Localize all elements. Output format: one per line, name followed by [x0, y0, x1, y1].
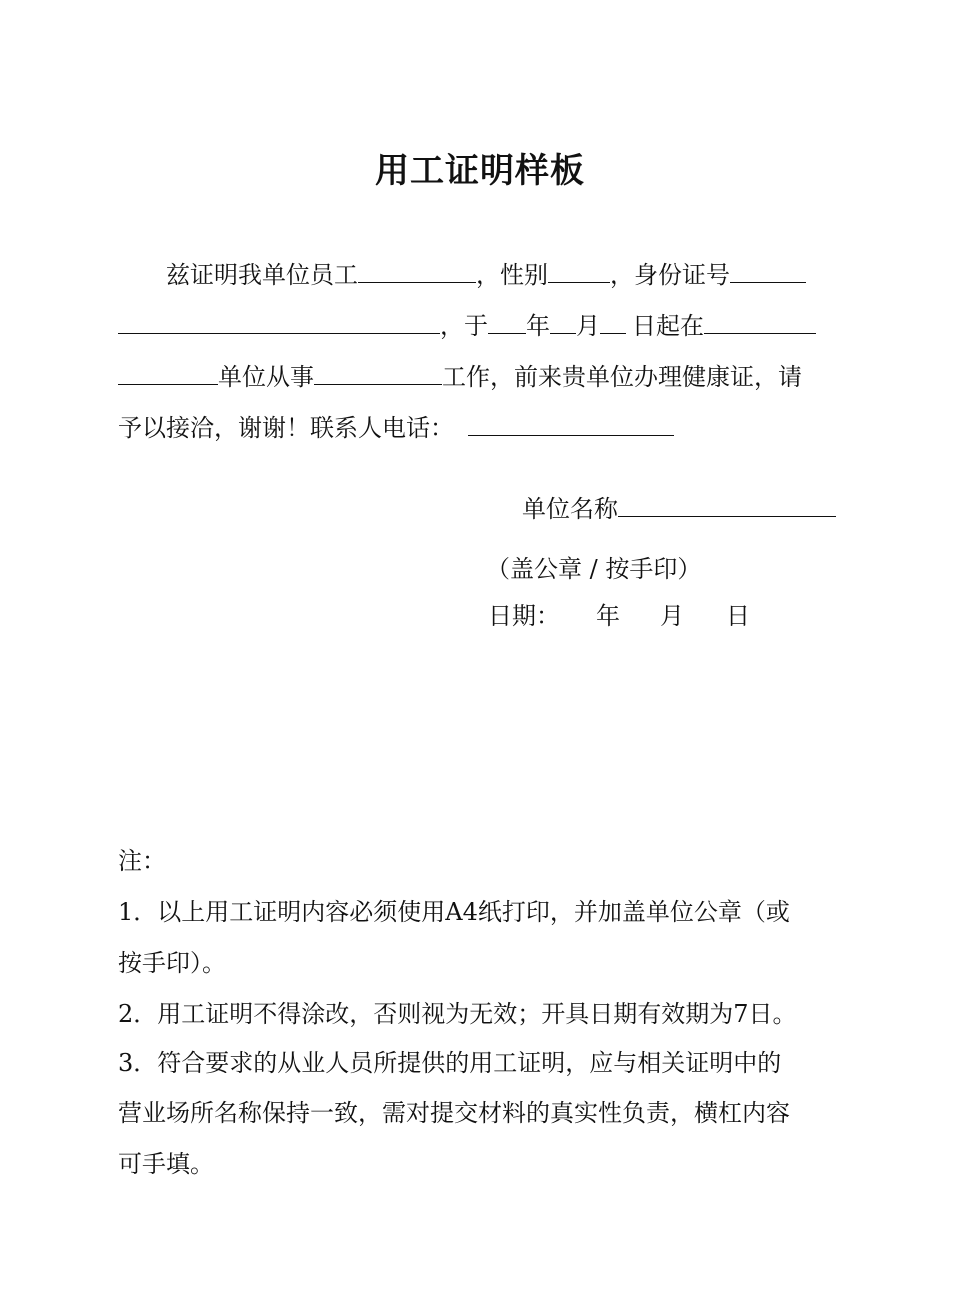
stamp-note: （盖公章 / 按手印） — [486, 555, 702, 583]
notes-heading: 注： — [118, 847, 166, 875]
body-line-1 — [118, 256, 830, 293]
employer-unit-continued-blank[interactable] — [118, 358, 218, 385]
date-label: 日期： — [488, 602, 560, 630]
date-day: 日 — [726, 602, 750, 630]
body-text: ，身份证号 — [610, 261, 730, 289]
id-number-continued-blank[interactable] — [118, 307, 440, 334]
body-text: ，于 — [440, 312, 488, 340]
date-row — [488, 598, 750, 634]
note-3-line-2: 营业场所名称保持一致，需对提交材料的真实性负责，横杠内容 — [118, 1099, 790, 1127]
body-line-3 — [118, 358, 830, 395]
start-year-blank[interactable] — [488, 307, 526, 334]
body-line-4 — [118, 409, 830, 446]
unit-name-row — [522, 490, 836, 527]
job-type-blank[interactable] — [314, 358, 442, 385]
note-2: 2．用工证明不得涂改，否则视为无效；开具日期有效期为7日。 — [118, 1000, 797, 1028]
employer-unit-blank[interactable] — [704, 307, 816, 334]
unit-name-label: 单位名称 — [522, 495, 618, 523]
start-month-blank[interactable] — [550, 307, 576, 334]
gender-blank[interactable] — [548, 256, 610, 283]
contact-phone-blank[interactable] — [468, 409, 674, 436]
unit-name-blank[interactable] — [618, 490, 836, 517]
note-1-line-1: 1．以上用工证明内容必须使用A4纸打印，并加盖单位公章（或 — [118, 898, 790, 926]
note-3-line-1: 3．符合要求的从业人员所提供的用工证明，应与相关证明中的 — [118, 1049, 782, 1077]
body-text: 工作，前来贵单位办理健康证，请 — [442, 363, 802, 391]
body-text: 月 — [576, 312, 600, 340]
body-text: 日起在 — [632, 312, 704, 340]
body-text: 予以接洽，谢谢！联系人电话： — [118, 414, 454, 442]
body-text: 兹证明我单位员工 — [166, 261, 358, 289]
date-year: 年 — [596, 602, 620, 630]
employee-name-blank[interactable] — [358, 256, 476, 283]
body-text: ，性别 — [476, 261, 548, 289]
body-line-2 — [118, 307, 830, 344]
id-number-blank[interactable] — [730, 256, 806, 283]
body-text: 单位从事 — [218, 363, 314, 391]
body-text: 年 — [526, 312, 550, 340]
page-title: 用工证明样板 — [375, 151, 585, 191]
note-3-line-3: 可手填。 — [118, 1150, 214, 1178]
date-month: 月 — [660, 602, 684, 630]
start-day-blank[interactable] — [600, 307, 626, 334]
note-1-line-2: 按手印）。 — [118, 949, 226, 977]
